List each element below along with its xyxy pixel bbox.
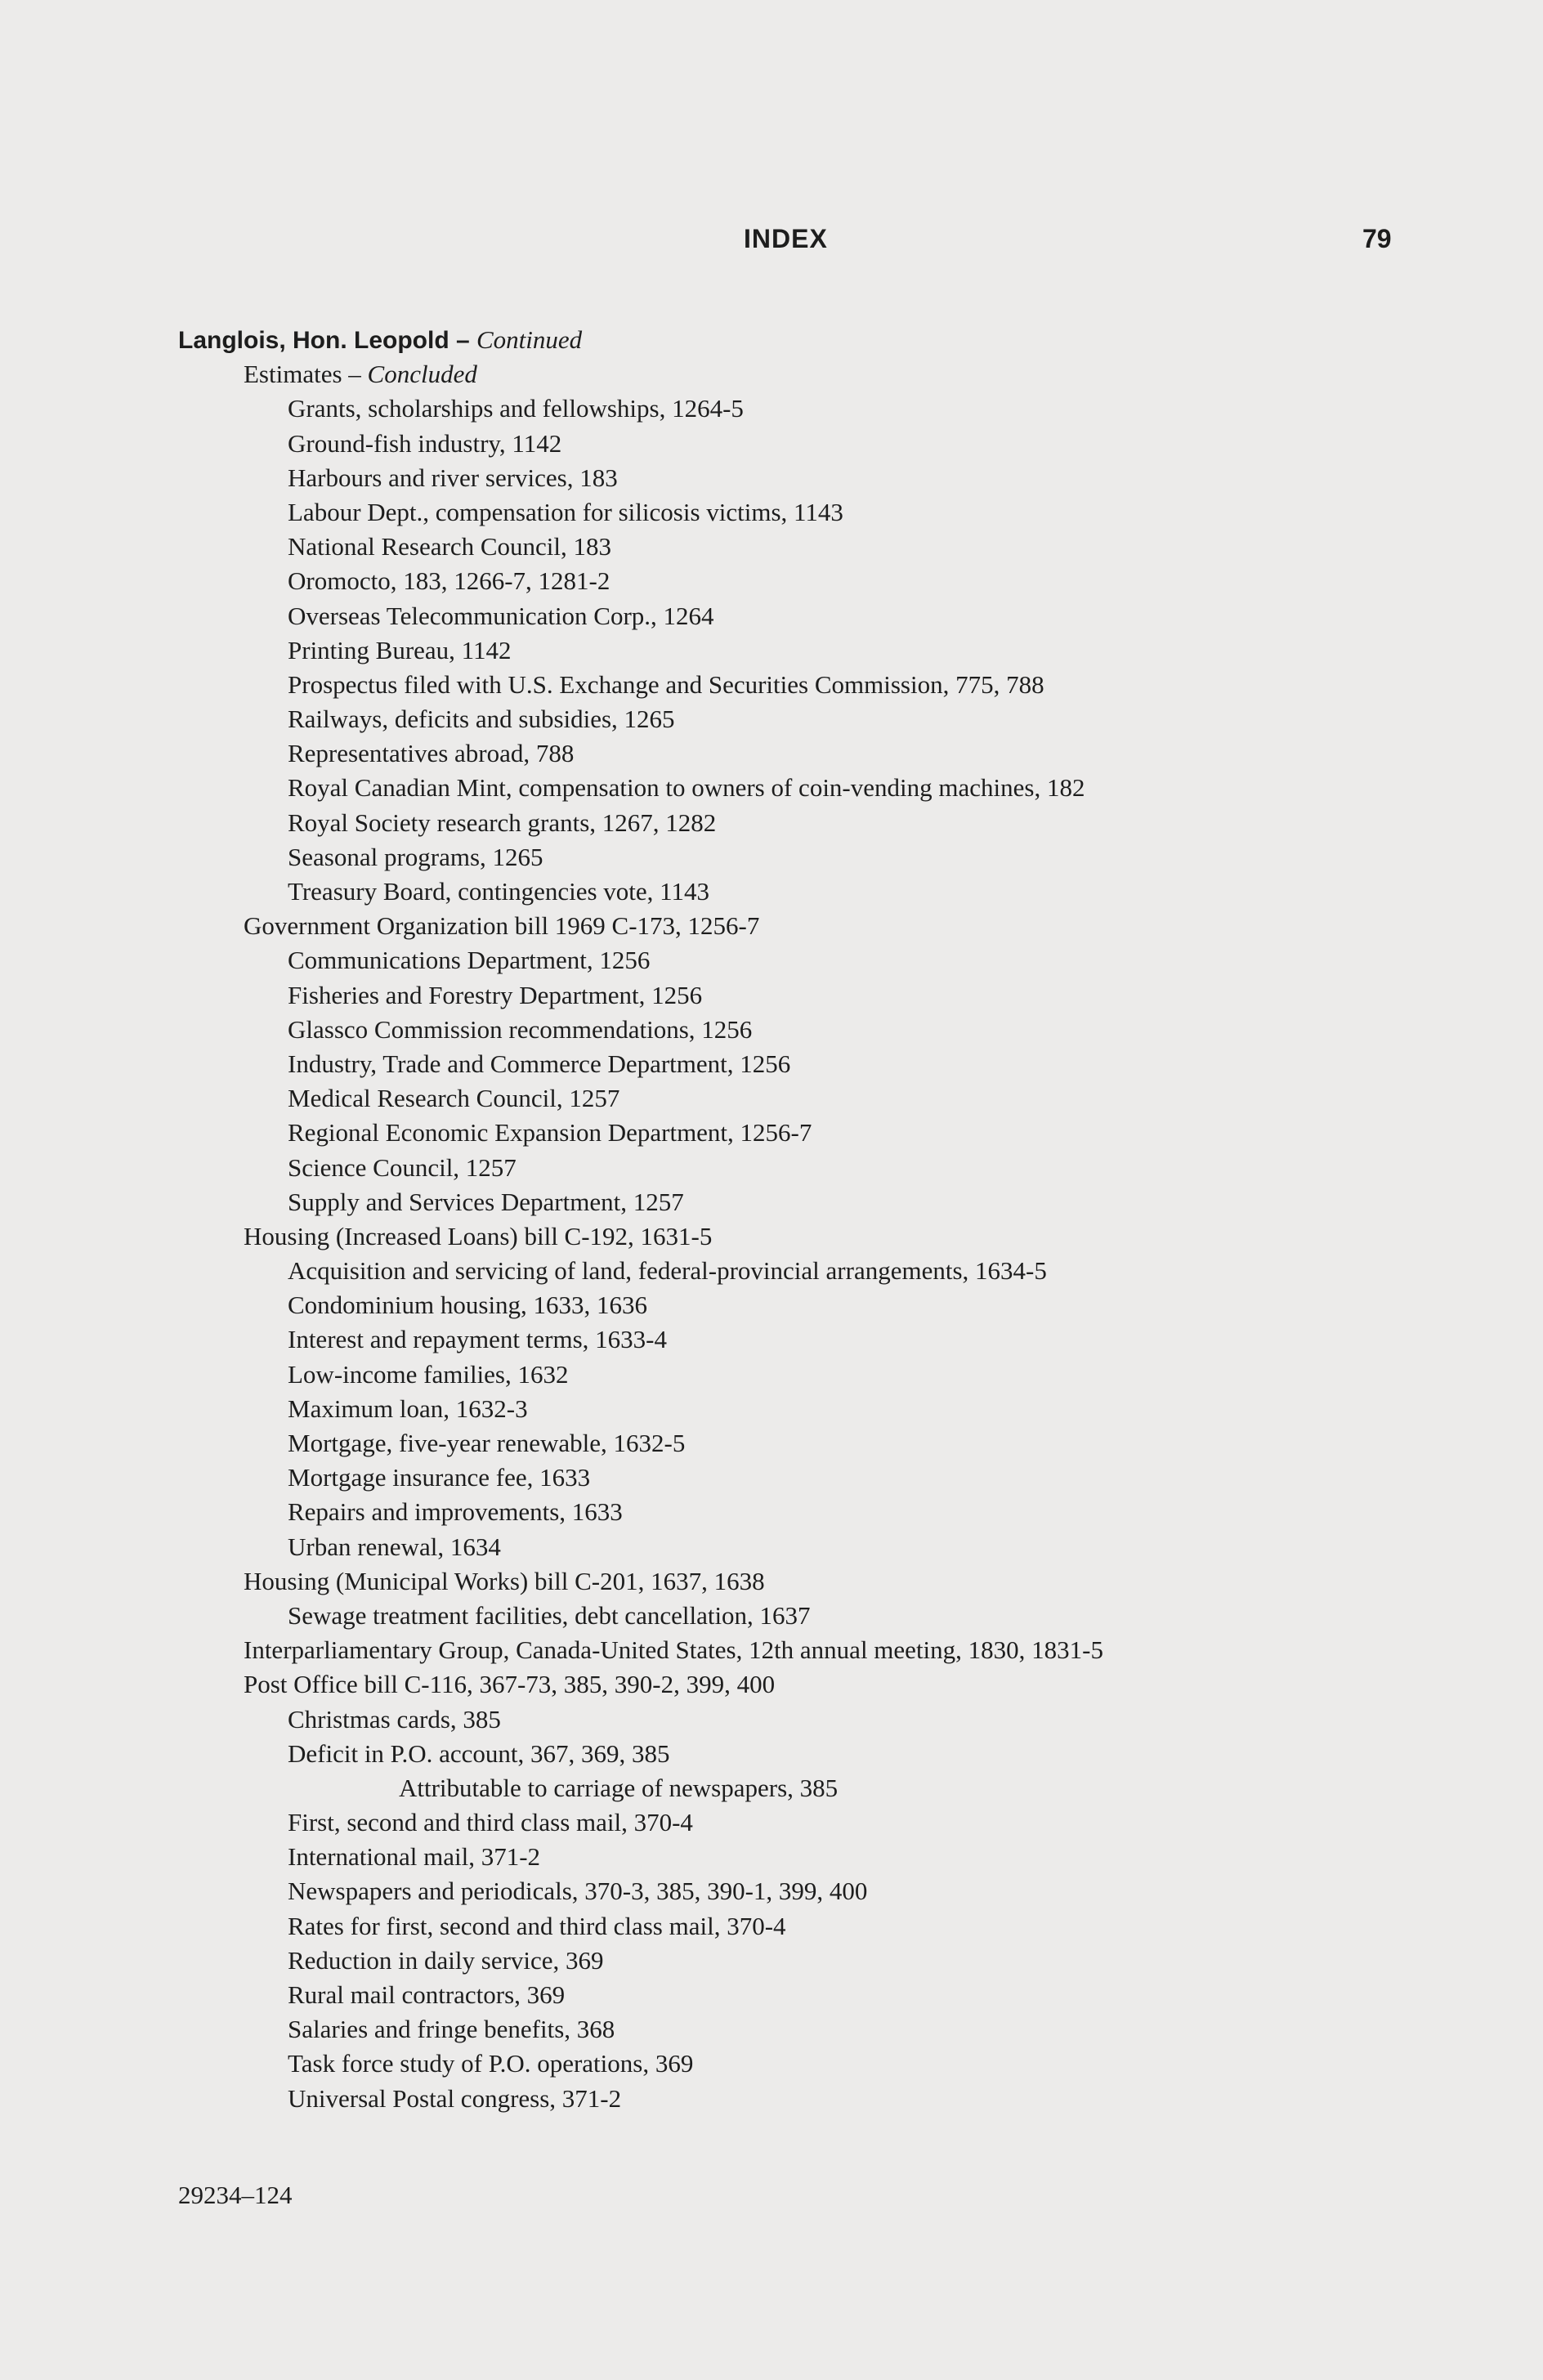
index-subentry: Task force study of P.O. operations, 369 — [288, 2049, 694, 2078]
index-subentry: Industry, Trade and Commerce Department, 1256 — [288, 1049, 791, 1078]
index-subentry: Acquisition and servicing of land, federal-provincial arrangements, 1634-5 — [288, 1256, 1047, 1286]
index-subentry: Maximum loan, 1632-3 — [288, 1394, 528, 1423]
index-subentry: Supply and Services Department, 1257 — [288, 1187, 684, 1216]
page-title: INDEX — [744, 224, 828, 253]
index-subentry: Glassco Commission recommendations, 1256 — [288, 1014, 753, 1044]
index-subentry: Labour Dept., compensation for silicosis victims, 1143 — [288, 497, 843, 526]
index-subentry: Harbours and river services, 183 — [288, 463, 618, 492]
index-subentry: Low-income families, 1632 — [288, 1359, 569, 1389]
index-subentry: Prospectus filed with U.S. Exchange and Securities Commission, 775, 788 — [288, 669, 1044, 699]
index-subentry: Rates for first, second and third class mail, 370-4 — [288, 1911, 786, 1940]
index-subentry: Treasury Board, contingencies vote, 1143 — [288, 877, 709, 906]
housing-municipal-works-heading: Housing (Municipal Works) bill C-201, 1637, 1638 — [244, 1566, 765, 1595]
page-number: 79 — [1362, 224, 1392, 253]
estimates-label: Estimates — [244, 360, 342, 389]
print-code: 29234–124 — [178, 2181, 293, 2209]
main-entry-dash: – — [449, 327, 476, 354]
index-subentry: Royal Canadian Mint, compensation to owners of coin-vending machines, 182 — [288, 773, 1085, 803]
index-subentry: Urban renewal, 1634 — [288, 1532, 501, 1561]
estimates-heading — [0, 357, 1543, 391]
estimates-dash: – — [342, 360, 368, 389]
index-subentry: Seasonal programs, 1265 — [288, 842, 543, 871]
index-subentry: Newspapers and periodicals, 370-3, 385, 390-1, 399, 400 — [288, 1877, 868, 1906]
main-entry-heading — [0, 323, 1543, 357]
index-subentry: Christmas cards, 385 — [288, 1704, 501, 1734]
estimates-concluded: Concluded — [367, 360, 477, 389]
index-subentry: Printing Bureau, 1142 — [288, 635, 512, 664]
index-subentry: Sewage treatment facilities, debt cancellation, 1637 — [288, 1600, 811, 1630]
index-subentry: Royal Society research grants, 1267, 1282 — [288, 808, 717, 837]
index-subentry: Reduction in daily service, 369 — [288, 1945, 604, 1975]
index-sub-subentry: Attributable to carriage of newspapers, 385 — [399, 1773, 839, 1802]
main-entry-name: Langlois, Hon. Leopold — [178, 327, 449, 354]
index-subentry: Grants, scholarships and fellowships, 1264-5 — [288, 394, 744, 423]
index-subentry: Deficit in P.O. account, 367, 369, 385 — [288, 1738, 670, 1768]
index-subentry: Science Council, 1257 — [288, 1152, 517, 1182]
index-subentry: Regional Economic Expansion Department, 1256-7 — [288, 1118, 812, 1148]
government-organization-heading: Government Organization bill 1969 C-173, 1256-7 — [244, 911, 760, 941]
index-subentry: Communications Department, 1256 — [288, 946, 651, 975]
index-subentry: Oromocto, 183, 1266-7, 1281-2 — [288, 566, 610, 596]
index-subentry: International mail, 371-2 — [288, 1842, 541, 1872]
index-subentry: Representatives abroad, 788 — [288, 739, 575, 768]
index-subentry: Interest and repayment terms, 1633-4 — [288, 1325, 667, 1354]
index-subentry: Mortgage, five-year renewable, 1632-5 — [288, 1429, 686, 1457]
index-subentry: Condominium housing, 1633, 1636 — [288, 1291, 648, 1320]
index-subentry: National Research Council, 183 — [288, 532, 612, 561]
index-subentry: Ground-fish industry, 1142 — [288, 428, 562, 458]
index-subentry: Repairs and improvements, 1633 — [288, 1497, 623, 1527]
index-subentry: Fisheries and Forestry Department, 1256 — [288, 980, 703, 1009]
interparliamentary-group-heading: Interparliamentary Group, Canada-United States, 12th annual meeting, 1830, 1831-5 — [244, 1635, 1103, 1665]
index-subentry: First, second and third class mail, 370-4 — [288, 1808, 693, 1837]
index-subentry: Overseas Telecommunication Corp., 1264 — [288, 601, 714, 630]
index-subentry: Universal Postal congress, 371-2 — [288, 2083, 622, 2113]
index-entries — [0, 323, 1543, 2116]
housing-increased-loans-heading: Housing (Increased Loans) bill C-192, 1631-5 — [244, 1221, 713, 1250]
index-subentry: Rural mail contractors, 369 — [288, 1980, 566, 2009]
main-entry-continued: Continued — [476, 325, 583, 354]
index-subentry: Mortgage insurance fee, 1633 — [288, 1463, 591, 1492]
index-subentry: Medical Research Council, 1257 — [288, 1084, 620, 1113]
post-office-bill-heading: Post Office bill C-116, 367-73, 385, 390-2, 399, 400 — [244, 1670, 776, 1699]
index-subentry: Railways, deficits and subsidies, 1265 — [288, 705, 675, 734]
index-subentry: Salaries and fringe benefits, 368 — [288, 2015, 615, 2044]
